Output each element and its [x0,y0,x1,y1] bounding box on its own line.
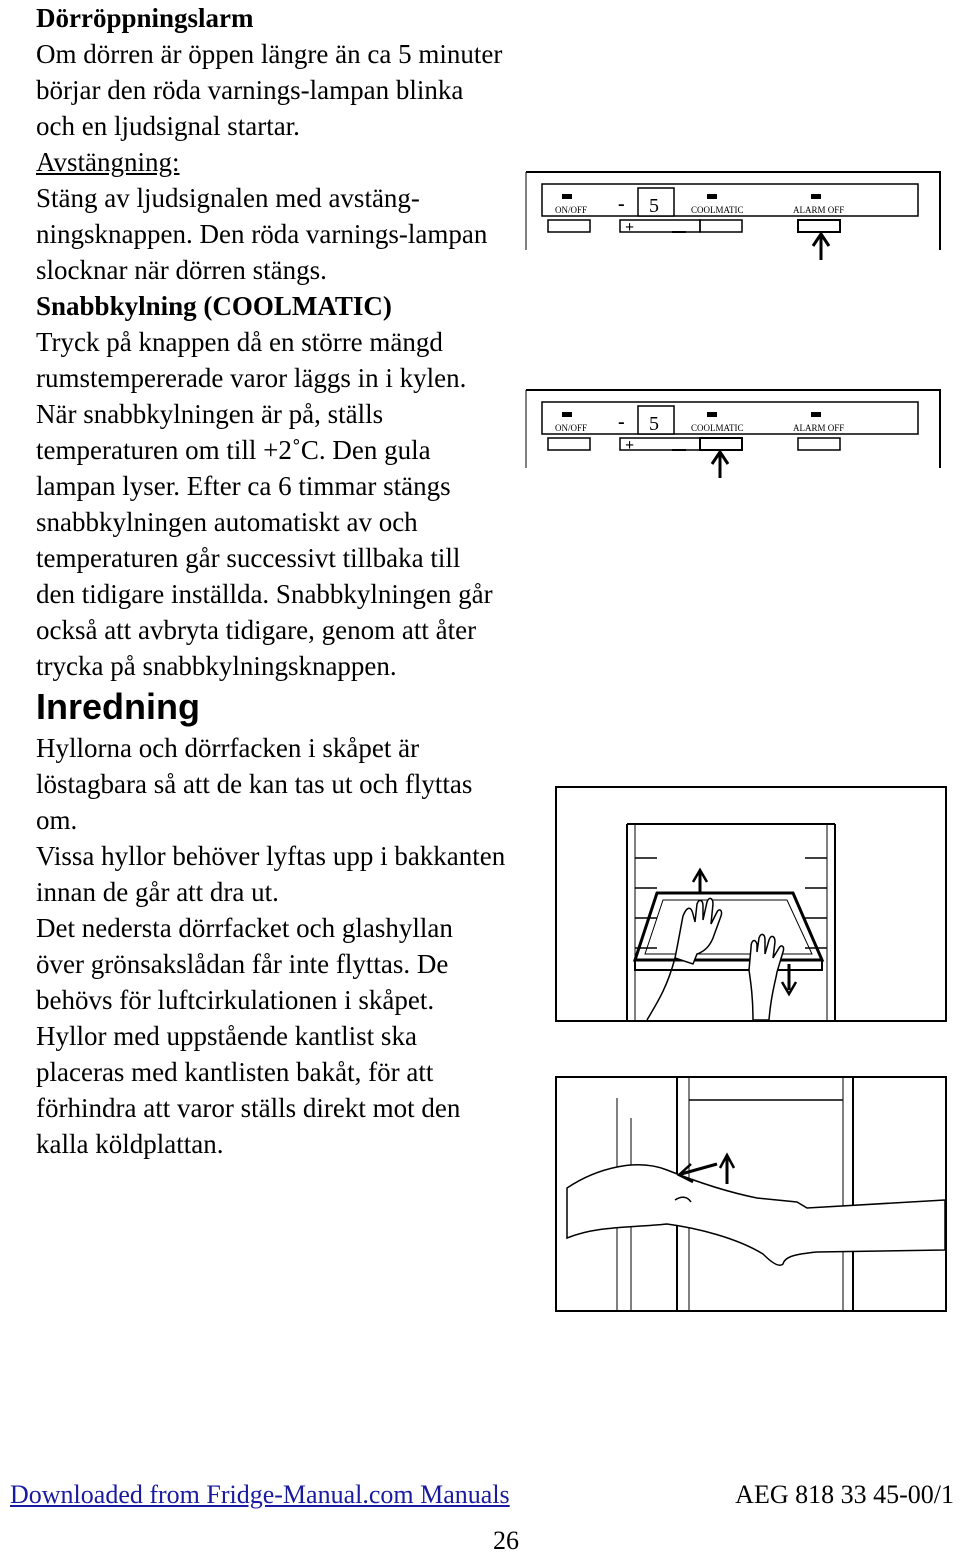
coolmatic-led [707,194,717,199]
door-alarm-body: Om dörren är öppen längre än ca 5 minuter börjar den röda varnings-lampan blinka och en ljudsignal startar. [36,39,503,141]
plus-label: + [625,219,635,236]
inredning-p3: Det nedersta dörrfacket och glashyllan över grönsakslådan får inte flyttas. De behövs för luftcirkulationen i skåpet. [36,913,453,1015]
footer-download-link[interactable]: Downloaded from Fridge-Manual.com Manuals [10,1480,510,1509]
coolmatic-button [700,220,742,232]
up-arrow-icon [720,1155,734,1184]
alarm-off-label: ALARM OFF [793,205,845,215]
text-column [36,0,506,1162]
coolmatic-title: Snabbkylning (COOLMATIC) [36,291,392,321]
minus-label: - [618,193,625,215]
control-panel-alarm-illustration [524,170,944,265]
door-alarm-subtitle: Avstängning: [36,147,180,177]
svg-text:-: - [618,411,625,433]
page-number: 26 [493,1526,519,1555]
coolmatic-label-2: COOLMATIC [691,423,744,433]
arm-illustration [567,1165,945,1265]
door-alarm-body2: Stäng av ljudsignalen med avstäng-ningsknappen. Den röda varnings-lampan slocknar när dörren stängs. [36,183,488,285]
up-arrow-icon [693,870,707,892]
svg-text:+: + [625,437,635,454]
down-arrow-icon [782,964,796,994]
up-arrow-icon [712,452,728,478]
inredning-p1: Hyllorna och dörrfacken i skåpet är löstagbara så att de kan tas ut och flyttas om. [36,733,473,835]
on-off-label: ON/OFF [555,205,588,215]
coolmatic-body: Tryck på knappen då en större mängd rumstempererade varor läggs in i kylen. När snabbkylningen är på, ställs temperaturen om till +2˚C. Den gula lampan lyser. Efter ca 6 timmar stängs snabbkylningen automatiskt av och temperaturen går successivt tillbaka till den tidigare inställda. Snabbkylningen går också att avbryta tidigare, genom att åter trycka på snabbkylningsknappen. [36,327,493,681]
alarm-off-button [798,220,840,232]
up-arrow-icon [813,234,829,260]
inredning-title: Inredning [36,686,200,727]
alarm-off-label-2: ALARM OFF [793,423,845,433]
alarm-led [811,194,821,199]
coolmatic-label: COOLMATIC [691,205,744,215]
inredning-p2: Vissa hyllor behöver lyftas upp i bakkanten innan de går att dra ut. [36,841,506,907]
on-off-led [562,194,572,199]
inredning-p4: Hyllor med uppstående kantlist ska placeras med kantlisten bakåt, för att förhindra att varor ställs direkt mot den kalla köldplattan. [36,1021,461,1159]
temp-display-value-2: 5 [649,413,659,435]
on-off-button [548,220,590,232]
footer-model-number: AEG 818 33 45-00/1 [735,1480,954,1509]
temp-display-value: 5 [649,195,659,217]
control-panel-coolmatic-illustration [524,388,944,483]
door-shelf-illustration [555,1076,947,1312]
hand-icon [749,934,784,1020]
door-alarm-title: Dörröppningslarm [36,3,254,33]
shelf-removal-illustration [555,786,947,1022]
on-off-label-2: ON/OFF [555,423,588,433]
